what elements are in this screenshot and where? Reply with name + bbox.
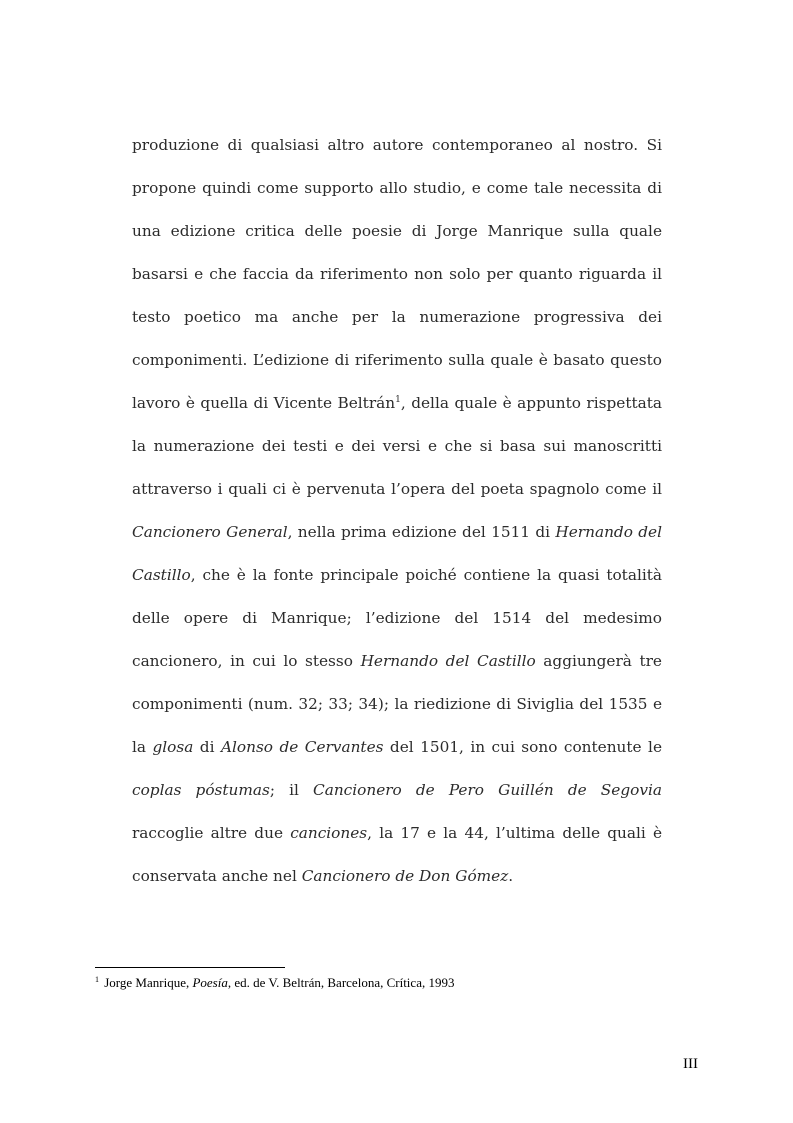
text-run: ; il	[269, 781, 313, 799]
body-paragraph	[132, 124, 662, 898]
italic-term: canciones	[290, 824, 368, 842]
text-run: di	[193, 738, 221, 756]
text-run: raccoglie altre due	[132, 824, 291, 842]
text-run: del 1501, in cui sono contenute le	[383, 738, 663, 756]
footnote-separator	[95, 967, 285, 968]
footnote-number: 1	[95, 974, 99, 984]
text-run: produzione di qualsiasi altro autore contemporaneo al nostro. Si propone quindi come supporto allo studio, e come tale necessita di una edizione critica delle poesie di Jorge Manrique sulla quale basarsi e che faccia da riferimento non solo per quanto riguarda il testo poetico ma anche per la numerazione progressiva dei componimenti. L’edizione di riferimento sulla quale è basato questo lavoro è quella di Vicente Beltrán	[132, 136, 662, 412]
footnote	[95, 974, 655, 992]
italic-name: Hernando del Castillo	[132, 523, 662, 584]
text-run: .	[508, 867, 514, 885]
italic-name: Alonso de Cervantes	[220, 738, 384, 756]
italic-term: glosa	[152, 738, 194, 756]
footnote-title: Poesía	[192, 975, 228, 990]
text-run: , che è la fonte principale poiché contiene la quasi totalità delle opere di Manrique; l’edizione del 1514 del medesimo cancionero, in cui lo stesso	[132, 566, 662, 670]
italic-title: Cancionero de Don Gómez	[301, 867, 509, 885]
text-run: aggiungerà tre componimenti (num. 32; 33; 34); la riedizione di Siviglia del 1535 e la	[132, 652, 662, 756]
text-run: , la 17 e la 44, l’ultima delle quali è conservata anche nel	[132, 824, 662, 885]
italic-name: Hernando del Castillo	[360, 652, 536, 670]
italic-title: Cancionero de Pero Guillén de Segovia	[313, 781, 662, 799]
text-run: , della quale è appunto rispettata la numerazione dei testi e dei versi e che si basa sui manoscritti attraverso i quali ci è pervenuta l’opera del poeta spagnolo come il	[132, 394, 663, 498]
footnote-text: Jorge Manrique,	[101, 975, 193, 990]
italic-title: Cancionero General	[132, 523, 288, 541]
italic-term: coplas póstumas	[132, 781, 270, 799]
page-number: III	[683, 1056, 698, 1072]
text-run: , nella prima edizione del 1511 di	[287, 523, 556, 541]
footnote-reference[interactable]: 1	[395, 394, 401, 405]
footnote-text: , ed. de V. Beltrán, Barcelona, Crítica, 1993	[227, 975, 455, 990]
